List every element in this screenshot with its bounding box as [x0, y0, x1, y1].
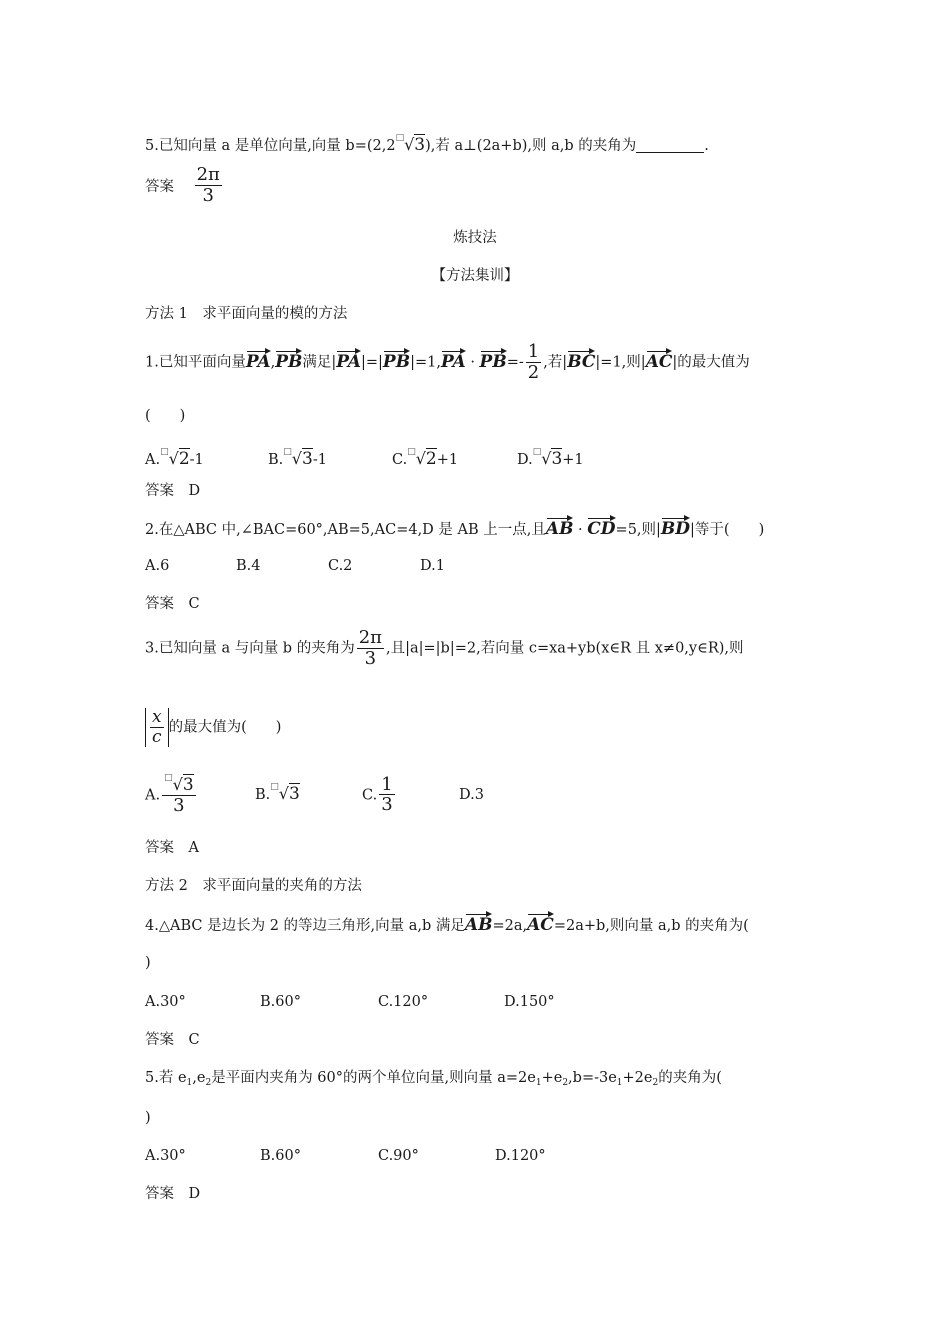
- option-d: D.150°: [504, 994, 555, 1010]
- vector-pa: PA: [441, 349, 466, 372]
- vector-cd: CD: [587, 516, 615, 539]
- vector-pb: PB: [383, 349, 410, 372]
- option-c: C.90°: [378, 1148, 419, 1164]
- answer-1: 答案 D: [145, 483, 201, 499]
- answer-3: 答案 A: [145, 840, 199, 856]
- option-c: C.2: [328, 558, 353, 574]
- option-b: B.□√3-1: [268, 447, 327, 469]
- vector-pb: PB: [275, 349, 302, 372]
- option-c: C.120°: [378, 994, 429, 1010]
- answer-blank: [636, 152, 704, 153]
- question-2-options: [145, 556, 445, 576]
- option-c: C. $\frac{1}{3}$: [362, 773, 393, 816]
- option-b: B.□√3: [255, 782, 300, 805]
- option-d: D.□√3+1: [517, 447, 584, 469]
- question-text: 5.已知向量 a 是单位向量,向量 b=(2,2: [145, 138, 396, 154]
- radical: □√3: [395, 133, 426, 155]
- answer-prev: [145, 165, 224, 206]
- option-a: A. $\frac{^□√3}{3}$: [145, 773, 194, 816]
- option-c: C.□√2+1: [392, 447, 459, 469]
- question-5-prev: 5.已知向量 a 是单位向量,向量 b=(2,2□√3),若 a⊥(2a+b),则 a,b 的夹角为 .: [145, 128, 709, 156]
- question-5-options: [145, 1146, 546, 1166]
- answer-fraction: $\frac{2\pi}{3}$: [196, 164, 220, 206]
- question-1-options: [145, 442, 584, 470]
- answer-5: 答案 D: [145, 1186, 201, 1202]
- fraction: $\frac{1}{2}$: [527, 341, 540, 383]
- question-1-paren: ( ): [145, 408, 186, 424]
- question-3: 3.已知向量 a 与向量 b 的夹角为 $\frac{2\pi}{3}$ ,且|a|=|b|=2,若向量 c=xa+yb(x∈R 且 x≠0,y∈R),则: [145, 627, 744, 669]
- option-a: A.6: [145, 558, 170, 574]
- vector-bc: BC: [567, 349, 595, 372]
- option-b: B.4: [236, 558, 261, 574]
- question-4: 4.△ABC 是边长为 2 的等边三角形,向量 a,b 满足AB=2a,AC=2a+b,则向量 a,b 的夹角为(: [145, 912, 749, 936]
- option-b: B.60°: [260, 994, 301, 1010]
- option-a: A.□√2-1: [145, 447, 204, 469]
- question-1: 1.已知平面向量PA,PB满足|PA|=|PB|=1,PA · PB=- $\frac{1}{2}$ ,若|BC|=1,则|AC|的最大值为: [145, 341, 750, 383]
- question-4-cont: ): [145, 955, 151, 971]
- option-d: D.1: [420, 558, 445, 574]
- option-a: A.30°: [145, 1148, 186, 1164]
- method-1-title: 方法 1 求平面向量的模的方法: [145, 306, 348, 322]
- vector-ab: AB: [546, 516, 574, 539]
- option-d: D.120°: [495, 1148, 546, 1164]
- vector-bd: BD: [661, 516, 690, 539]
- fraction: $\frac{2\pi}{3}$: [358, 627, 382, 669]
- section-title: 炼技法: [453, 230, 497, 246]
- option-d: D.3: [459, 787, 484, 804]
- answer-label: 答案: [145, 179, 174, 196]
- question-2: 2.在△ABC 中,∠BAC=60°,AB=5,AC=4,D 是 AB 上一点,且AB · CD=5,则|BD|等于( ): [145, 516, 764, 540]
- question-3-cont: $\frac{x}{c}$ 的最大值为( ): [145, 708, 281, 747]
- question-4-options: [145, 992, 555, 1012]
- option-b: B.60°: [260, 1148, 301, 1164]
- question-5-cont: ): [145, 1110, 151, 1126]
- vector-ac: AC: [646, 349, 673, 372]
- method-2-title: 方法 2 求平面向量的夹角的方法: [145, 878, 362, 894]
- vector-ac: AC: [527, 912, 554, 935]
- section-subtitle: 【方法集训】: [431, 268, 519, 284]
- answer-2: 答案 C: [145, 596, 200, 612]
- vector-pb: PB: [480, 349, 507, 372]
- question-3-options: [145, 774, 484, 817]
- abs-fraction: $\frac{x}{c}$: [145, 708, 169, 747]
- vector-ab: AB: [465, 912, 493, 935]
- vector-pa: PA: [336, 349, 361, 372]
- answer-4: 答案 C: [145, 1032, 200, 1048]
- question-5: 5.若 $e_1,e_2$是平面内夹角为 60°的两个单位向量,则向量 $a=2e_1+e_2,b=-3e_1+2e_2$的夹角为(: [145, 1070, 722, 1088]
- vector-pa: PA: [246, 349, 271, 372]
- option-a: A.30°: [145, 994, 186, 1010]
- question-text: ),若 a⊥(2a+b),则 a,b 的夹角为: [425, 138, 637, 154]
